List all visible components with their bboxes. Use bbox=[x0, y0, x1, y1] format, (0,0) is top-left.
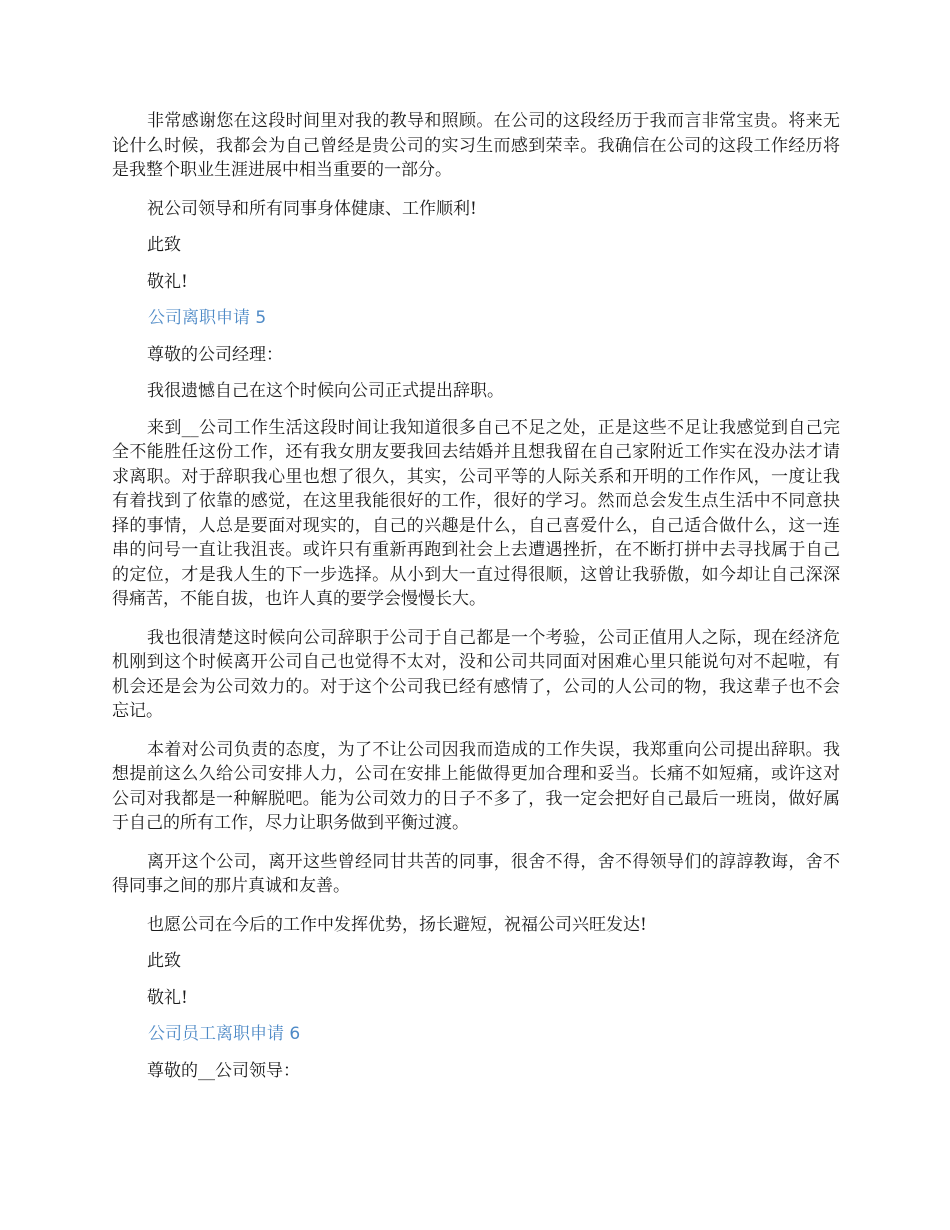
section-heading-6: 公司员工离职申请 6 bbox=[148, 1024, 301, 1044]
paragraph-wishes: 祝公司领导和所有同事身体健康、工作顺利! bbox=[147, 198, 477, 219]
paragraph-farewell: 离开这个公司，离开这些曾经同甘共苦的同事，很舍不得，舍不得领导们的諄諄教诲，舍不得同事之间的那片真诚和友善。 bbox=[112, 851, 840, 896]
closing-cizhi-2: 此致 bbox=[147, 951, 181, 971]
paragraph-blessing: 也愿公司在今后的工作中发挥优势，扬长避短，祝福公司兴旺发达! bbox=[147, 914, 647, 935]
section-heading-5: 公司离职申请 5 bbox=[148, 308, 267, 328]
closing-cizhi: 此致 bbox=[147, 235, 181, 255]
paragraph-responsibility: 本着对公司负责的态度，为了不让公司因我而造成的工作失误，我郑重向公司提出辞职。我想提前这么久给公司安排人力，公司在安排上能做得更加合理和妥当。长痛不如短痛，或许这对公司对我都是一种解脱吧。能为公司效力的日子不多了，我一定会把好自己最后一班岗，做好属于自己的所有工作，尽力让职务做到平衡过渡。 bbox=[112, 739, 840, 833]
closing-jingli-2: 敬礼! bbox=[147, 987, 188, 1008]
closing-jingli: 敬礼! bbox=[147, 271, 188, 292]
salutation-leaders: 尊敬的__公司领导： bbox=[147, 1060, 300, 1081]
salutation-manager: 尊敬的公司经理： bbox=[147, 344, 283, 365]
paragraph-timing: 我也很清楚这时候向公司辞职于公司于自己都是一个考验，公司正值用人之际，现在经济危机刚到这个时候离开公司自己也觉得不太对，没和公司共同面对困难心里只能说句对不起啦，有机会还是会为公司效力的。对于这个公司我已经有感情了，公司的人公司的物，我这辈子也不会忘记。 bbox=[112, 627, 840, 721]
paragraph-reasons: 来到__公司工作生活这段时间让我知道很多自己不足之处，正是这些不足让我感觉到自己完全不能胜任这份工作，还有我女朋友要我回去结婚并且想我留在自己家附近工作实在没办法才请求离职。对于辞职我心里也想了很久，其实，公司平等的人际关系和开明的工作作风，一度让我有着找到了依靠的感觉，在这里我能很好的工作，很好的学习。然而总会发生点生活中不同意抉择的事情，人总是要面对现实的，自己的兴趣是什么，自己喜爱什么，自己适合做什么，这一连串的问号一直让我沮丧。或许只有重新再跑到社会上去遭遇挫折，在不断打拼中去寻找属于自己的定位，才是我人生的下一步选择。从小到大一直过得很顺，这曾让我骄傲，如今却让自己深深得痛苦，不能自拔，也许人真的要学会慢慢长大。 bbox=[112, 417, 840, 609]
document-page bbox=[112, 109, 840, 1095]
paragraph-thanks: 非常感谢您在这段时间里对我的教导和照顾。在公司的这段经历于我而言非常宝贵。将来无论什么时候，我都会为自己曾经是贵公司的实习生而感到荣幸。我确信在公司的这段工作经历将是我整个职业生涯进展中相当重要的一部分。 bbox=[112, 111, 840, 180]
paragraph-resign-intro: 我很遗憾自己在这个时候向公司正式提出辞职。 bbox=[147, 381, 504, 401]
